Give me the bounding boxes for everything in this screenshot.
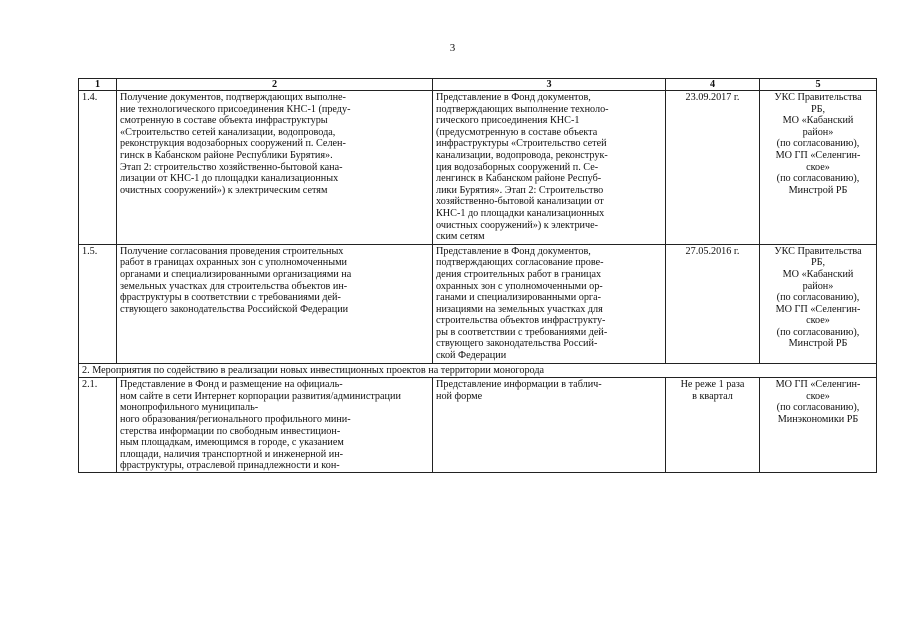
activity-description: Получение документов, подтверждающих выполне- ние технологического присоединения КНС-1 (преду- смотренную в составе объекта инфраструктуры «Строительство сетей канализации, водопровода, реконструкция водозаборных сооружений п. Селен- гинск в Кабанском районе Республики Бурятия». Этап 2: строительство хозяйственно-бытовой кана- лизации от КНС-1 до площадки канализационных очистных сооружений») к электрическим сетям bbox=[117, 91, 433, 245]
result-description: Представление в Фонд документов, подтверждающих выполнение техноло- гического присоединения КНС-1 (предусмотренную в составе объекта инфраструктуры «Строительство сетей канализации, водопровода, реконструк- ция водозаборных сооружений п. Се- ленгинск в Кабанском районе Респуб- лики Бурятия». Этап 2: Строительство хозяйственно-бытовой канализации от КНС-1 до площадки канализационных очистных сооружений») к электриче- ским сетям bbox=[433, 91, 666, 245]
activity-text: Представление в Фонд и размещение на официаль- ном сайте в сети Интернет корпорации развития/администрации монопрофильного муниципаль- ного образования/регионального профильного мини- стерства информации по свободным инвестицион- ным площадкам, имеющимся в городе, с указанием площади, наличия транспортной и инженерной ин- фраструктуры, отраслевой принадлежности и кон- bbox=[120, 379, 401, 472]
page-number: 3 bbox=[449, 42, 456, 54]
table-row bbox=[79, 378, 877, 473]
activities-table bbox=[78, 78, 877, 473]
row-number: 1.4. bbox=[79, 91, 117, 245]
row-number: 1.5. bbox=[79, 244, 117, 363]
section-row bbox=[79, 363, 877, 378]
deadline: 27.05.2016 г. bbox=[666, 244, 760, 363]
table-row bbox=[79, 244, 877, 363]
table-row bbox=[79, 91, 877, 245]
result-description: Представление информации в таблич- ной форме bbox=[433, 378, 666, 473]
column-header-4: 4 bbox=[666, 79, 760, 91]
row-number: 2.1. bbox=[79, 378, 117, 473]
deadline: Не реже 1 раза в квартал bbox=[666, 378, 760, 473]
result-description: Представление в Фонд документов, подтверждающих согласование прове- дения строительных работ в границах охранных зон с уполномоченными ор- ганами и специализированными орга- низациями на земельных участках для строительства объектов инфраструкту- ры в соответствии с требованиями дей- ствующего законодательства Россий- ской Федерации bbox=[433, 244, 666, 363]
responsible: МО ГП «Селенгин- ское» (по согласованию), Минэкономики РБ bbox=[760, 378, 877, 473]
column-header-5: 5 bbox=[760, 79, 877, 91]
responsible: УКС Правительства РБ, МО «Кабанский район» (по согласованию), МО ГП «Селенгин- ское» (по согласованию), Минстрой РБ bbox=[760, 244, 877, 363]
activity-description bbox=[117, 378, 433, 473]
deadline: 23.09.2017 г. bbox=[666, 91, 760, 245]
section-heading: 2. Мероприятия по содействию в реализации новых инвестиционных проектов на территории моногорода bbox=[79, 363, 877, 378]
activity-description: Получение согласования проведения строительных работ в границах охранных зон с уполномоченными органами и специализированными организациями на земельных участках для строительства объектов ин- фраструктуры в соответствии с требованиями дей- ствующего законодательства Российской Федерации bbox=[117, 244, 433, 363]
responsible: УКС Правительства РБ, МО «Кабанский район» (по согласованию), МО ГП «Селенгин- ское» (по согласованию), Минстрой РБ bbox=[760, 91, 877, 245]
column-header-1: 1 bbox=[79, 79, 117, 91]
column-header-3: 3 bbox=[433, 79, 666, 91]
header-row bbox=[79, 79, 877, 91]
column-header-2: 2 bbox=[117, 79, 433, 91]
